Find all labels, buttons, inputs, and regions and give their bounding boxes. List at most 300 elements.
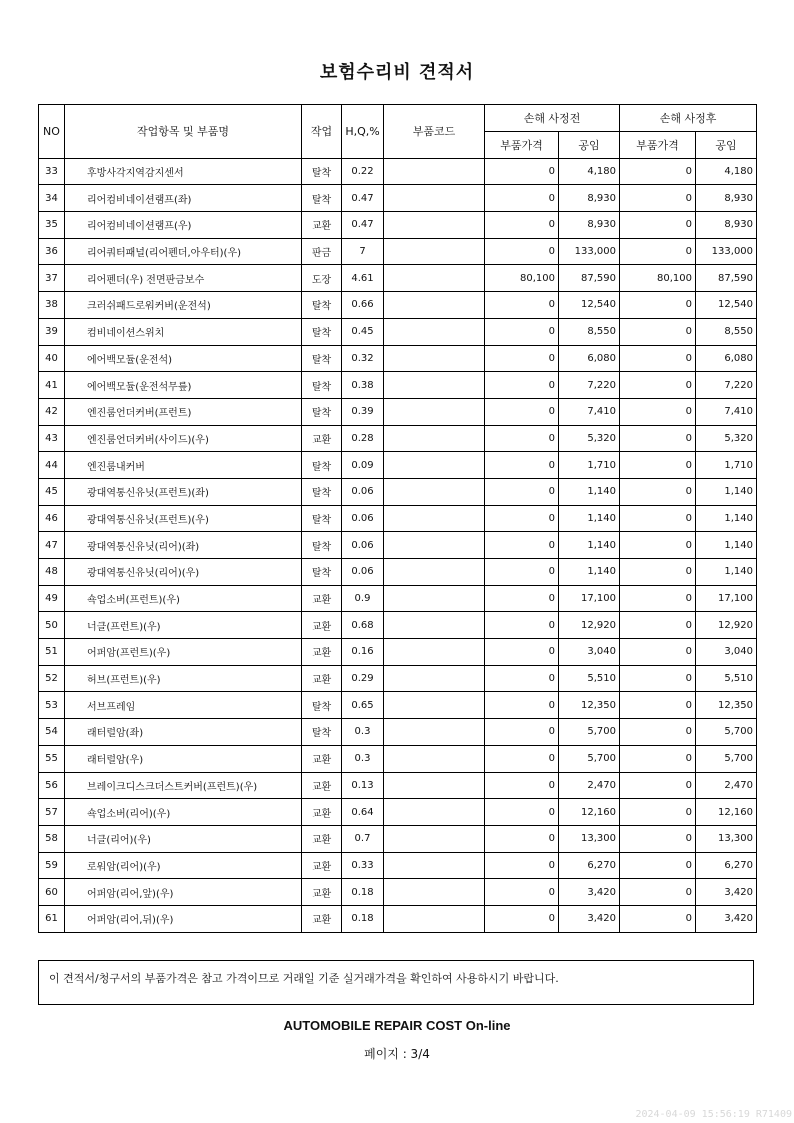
row-after-part-price: 0 [620, 505, 696, 532]
row-before-labor: 7,410 [559, 398, 620, 425]
row-work-type: 탈착 [302, 452, 342, 479]
row-item-name: 로워암(리어)(우) [65, 852, 302, 879]
row-hq: 0.18 [342, 905, 384, 932]
row-part-code [384, 452, 485, 479]
row-part-code [384, 185, 485, 212]
table-header [39, 105, 757, 159]
row-work-type: 탈착 [302, 559, 342, 586]
row-before-labor: 12,160 [559, 799, 620, 826]
row-work-type: 탈착 [302, 372, 342, 399]
page-number: 페이지 : 3/4 [364, 1047, 430, 1061]
header-no: NO [39, 105, 65, 159]
row-hq: 0.06 [342, 505, 384, 532]
row-before-labor: 8,930 [559, 212, 620, 239]
row-before-labor: 1,140 [559, 532, 620, 559]
row-part-code [384, 532, 485, 559]
row-item-name: 리어컴비네이션램프(좌) [65, 185, 302, 212]
row-before-labor: 5,510 [559, 665, 620, 692]
row-before-part-price: 0 [485, 372, 559, 399]
row-after-labor: 5,510 [696, 665, 757, 692]
row-after-labor: 8,930 [696, 212, 757, 239]
row-after-part-price: 0 [620, 692, 696, 719]
row-hq: 0.28 [342, 425, 384, 452]
row-after-labor: 1,140 [696, 559, 757, 586]
table-body [39, 158, 757, 932]
row-part-code [384, 559, 485, 586]
row-hq: 0.9 [342, 585, 384, 612]
row-part-code [384, 505, 485, 532]
row-item-name: 어퍼암(프런트)(우) [65, 639, 302, 666]
document-title: 보험수리비 견적서 [319, 62, 475, 83]
row-hq: 0.06 [342, 532, 384, 559]
row-hq: 0.06 [342, 559, 384, 586]
row-work-type: 탈착 [302, 398, 342, 425]
table-row [39, 719, 757, 746]
row-before-labor: 1,710 [559, 452, 620, 479]
row-after-labor: 2,470 [696, 772, 757, 799]
row-before-part-price: 0 [485, 158, 559, 185]
row-before-labor: 5,320 [559, 425, 620, 452]
row-work-type: 교환 [302, 772, 342, 799]
table-row [39, 532, 757, 559]
row-after-labor: 1,140 [696, 505, 757, 532]
row-item-name: 광대역통신유닛(프런트)(우) [65, 505, 302, 532]
row-before-part-price: 0 [485, 745, 559, 772]
header-after-adjustment: 손해 사정후 [620, 105, 757, 132]
row-before-labor: 3,420 [559, 879, 620, 906]
row-part-code [384, 478, 485, 505]
row-part-code [384, 372, 485, 399]
row-after-labor: 7,220 [696, 372, 757, 399]
row-after-part-price: 0 [620, 532, 696, 559]
row-part-code [384, 265, 485, 292]
table-row [39, 345, 757, 372]
row-work-type: 교환 [302, 799, 342, 826]
row-work-type: 탈착 [302, 692, 342, 719]
row-after-part-price: 0 [620, 799, 696, 826]
table-row [39, 639, 757, 666]
row-before-part-price: 0 [485, 719, 559, 746]
row-hq: 0.29 [342, 665, 384, 692]
row-work-type: 탈착 [302, 185, 342, 212]
row-after-labor: 4,180 [696, 158, 757, 185]
table-row [39, 318, 757, 345]
row-work-type: 교환 [302, 425, 342, 452]
row-no: 48 [39, 559, 65, 586]
row-hq: 0.13 [342, 772, 384, 799]
row-no: 38 [39, 292, 65, 319]
row-hq: 0.65 [342, 692, 384, 719]
row-before-labor: 5,700 [559, 745, 620, 772]
row-after-part-price: 0 [620, 719, 696, 746]
row-after-labor: 12,540 [696, 292, 757, 319]
row-before-labor: 3,040 [559, 639, 620, 666]
row-item-name: 어퍼암(리어,앞)(우) [65, 879, 302, 906]
table-row [39, 905, 757, 932]
row-after-labor: 1,140 [696, 532, 757, 559]
row-item-name: 후방사각지역감지센서 [65, 158, 302, 185]
row-item-name: 광대역통신유닛(프런트)(좌) [65, 478, 302, 505]
row-hq: 0.64 [342, 799, 384, 826]
row-no: 47 [39, 532, 65, 559]
row-item-name: 광대역통신유닛(리어)(좌) [65, 532, 302, 559]
row-work-type: 탈착 [302, 292, 342, 319]
row-part-code [384, 318, 485, 345]
row-before-part-price: 0 [485, 612, 559, 639]
row-hq: 0.38 [342, 372, 384, 399]
table-row [39, 692, 757, 719]
row-after-part-price: 0 [620, 852, 696, 879]
row-part-code [384, 398, 485, 425]
row-item-name: 컴비네이션스위치 [65, 318, 302, 345]
row-hq: 0.22 [342, 158, 384, 185]
row-before-part-price: 0 [485, 425, 559, 452]
row-no: 55 [39, 745, 65, 772]
row-after-part-price: 0 [620, 158, 696, 185]
row-before-part-price: 0 [485, 559, 559, 586]
row-no: 37 [39, 265, 65, 292]
table-row [39, 745, 757, 772]
row-item-name: 너클(리어)(우) [65, 825, 302, 852]
row-after-labor: 5,700 [696, 719, 757, 746]
row-before-labor: 8,550 [559, 318, 620, 345]
row-before-part-price: 0 [485, 905, 559, 932]
row-after-labor: 1,140 [696, 478, 757, 505]
row-before-part-price: 0 [485, 505, 559, 532]
row-item-name: 에어백모듈(운전석) [65, 345, 302, 372]
row-no: 54 [39, 719, 65, 746]
row-part-code [384, 212, 485, 239]
row-work-type: 교환 [302, 905, 342, 932]
header-item: 작업항목 및 부품명 [65, 105, 302, 159]
row-no: 39 [39, 318, 65, 345]
row-no: 35 [39, 212, 65, 239]
row-item-name: 허브(프런트)(우) [65, 665, 302, 692]
row-hq: 0.47 [342, 185, 384, 212]
row-before-part-price: 0 [485, 639, 559, 666]
row-after-labor: 12,920 [696, 612, 757, 639]
row-before-labor: 3,420 [559, 905, 620, 932]
table-row [39, 772, 757, 799]
row-hq: 0.33 [342, 852, 384, 879]
table-row [39, 478, 757, 505]
row-hq: 0.16 [342, 639, 384, 666]
row-item-name: 어퍼암(리어,뒤)(우) [65, 905, 302, 932]
table-row [39, 372, 757, 399]
header-before-part-price: 부품가격 [485, 132, 559, 159]
row-item-name: 엔진룸언더커버(사이드)(우) [65, 425, 302, 452]
row-hq: 0.45 [342, 318, 384, 345]
table-row [39, 505, 757, 532]
row-after-part-price: 0 [620, 292, 696, 319]
row-item-name: 엔진룸내커버 [65, 452, 302, 479]
row-after-part-price: 0 [620, 612, 696, 639]
row-before-labor: 133,000 [559, 238, 620, 265]
row-hq: 0.7 [342, 825, 384, 852]
row-before-labor: 12,920 [559, 612, 620, 639]
row-item-name: 래터럴암(좌) [65, 719, 302, 746]
row-item-name: 크러쉬패드로워커버(운전석) [65, 292, 302, 319]
row-item-name: 쇽업소버(프런트)(우) [65, 585, 302, 612]
row-part-code [384, 799, 485, 826]
table-row [39, 612, 757, 639]
row-part-code [384, 879, 485, 906]
row-before-labor: 1,140 [559, 559, 620, 586]
row-part-code [384, 425, 485, 452]
table-row [39, 665, 757, 692]
row-work-type: 교환 [302, 879, 342, 906]
row-before-labor: 12,540 [559, 292, 620, 319]
row-before-part-price: 0 [485, 478, 559, 505]
row-no: 34 [39, 185, 65, 212]
row-after-part-price: 0 [620, 398, 696, 425]
row-before-part-price: 0 [485, 238, 559, 265]
row-no: 57 [39, 799, 65, 826]
row-part-code [384, 585, 485, 612]
row-after-part-price: 0 [620, 372, 696, 399]
row-item-name: 리어펜더(우) 전면판금보수 [65, 265, 302, 292]
row-after-part-price: 0 [620, 825, 696, 852]
row-after-labor: 3,420 [696, 879, 757, 906]
row-before-part-price: 0 [485, 585, 559, 612]
row-no: 46 [39, 505, 65, 532]
row-after-labor: 17,100 [696, 585, 757, 612]
row-work-type: 교환 [302, 825, 342, 852]
row-before-labor: 4,180 [559, 158, 620, 185]
footer-brand: AUTOMOBILE REPAIR COST On-line [283, 1018, 511, 1033]
row-part-code [384, 345, 485, 372]
row-before-labor: 6,080 [559, 345, 620, 372]
table-row [39, 185, 757, 212]
row-before-labor: 7,220 [559, 372, 620, 399]
table-row [39, 212, 757, 239]
row-item-name: 래터럴암(우) [65, 745, 302, 772]
row-after-part-price: 0 [620, 238, 696, 265]
table-row [39, 879, 757, 906]
row-work-type: 탈착 [302, 505, 342, 532]
row-before-part-price: 0 [485, 799, 559, 826]
row-no: 36 [39, 238, 65, 265]
row-work-type: 탈착 [302, 158, 342, 185]
row-work-type: 교환 [302, 639, 342, 666]
row-part-code [384, 612, 485, 639]
row-item-name: 브레이크디스크더스트커버(프런트)(우) [65, 772, 302, 799]
row-before-part-price: 0 [485, 532, 559, 559]
row-before-labor: 8,930 [559, 185, 620, 212]
row-after-labor: 12,350 [696, 692, 757, 719]
row-before-part-price: 0 [485, 852, 559, 879]
row-after-part-price: 0 [620, 425, 696, 452]
row-after-part-price: 0 [620, 452, 696, 479]
price-notice: 이 견적서/청구서의 부품가격은 참고 가격이므로 거래일 기준 실거래가격을 확인하여 사용하시기 바랍니다. [38, 960, 754, 1005]
row-part-code [384, 692, 485, 719]
table-row [39, 799, 757, 826]
print-timestamp: 2024-04-09 15:56:19 R71409 [635, 1109, 792, 1120]
row-work-type: 도장 [302, 265, 342, 292]
row-after-labor: 3,040 [696, 639, 757, 666]
row-after-part-price: 0 [620, 772, 696, 799]
row-work-type: 교환 [302, 585, 342, 612]
row-before-labor: 6,270 [559, 852, 620, 879]
row-no: 59 [39, 852, 65, 879]
row-before-part-price: 0 [485, 398, 559, 425]
row-after-labor: 12,160 [696, 799, 757, 826]
row-work-type: 탈착 [302, 478, 342, 505]
header-before-labor: 공임 [559, 132, 620, 159]
row-no: 53 [39, 692, 65, 719]
row-item-name: 광대역통신유닛(리어)(우) [65, 559, 302, 586]
row-work-type: 교환 [302, 612, 342, 639]
row-before-labor: 1,140 [559, 505, 620, 532]
row-after-labor: 87,590 [696, 265, 757, 292]
row-after-labor: 6,080 [696, 345, 757, 372]
row-before-labor: 12,350 [559, 692, 620, 719]
row-no: 49 [39, 585, 65, 612]
row-work-type: 탈착 [302, 719, 342, 746]
row-work-type: 교환 [302, 212, 342, 239]
row-before-part-price: 0 [485, 692, 559, 719]
row-after-part-price: 0 [620, 879, 696, 906]
row-part-code [384, 745, 485, 772]
row-after-part-price: 0 [620, 318, 696, 345]
row-item-name: 리어컴비네이션램프(우) [65, 212, 302, 239]
row-part-code [384, 158, 485, 185]
header-before-adjustment: 손해 사정전 [485, 105, 620, 132]
row-work-type: 판금 [302, 238, 342, 265]
row-hq: 0.09 [342, 452, 384, 479]
row-before-part-price: 0 [485, 825, 559, 852]
row-after-labor: 5,320 [696, 425, 757, 452]
row-after-part-price: 0 [620, 639, 696, 666]
table-row [39, 158, 757, 185]
row-before-labor: 2,470 [559, 772, 620, 799]
row-no: 58 [39, 825, 65, 852]
row-part-code [384, 772, 485, 799]
row-after-part-price: 0 [620, 665, 696, 692]
row-before-part-price: 0 [485, 665, 559, 692]
row-part-code [384, 665, 485, 692]
row-part-code [384, 905, 485, 932]
row-no: 52 [39, 665, 65, 692]
row-item-name: 에어백모듈(운전석무릎) [65, 372, 302, 399]
table-row [39, 238, 757, 265]
row-work-type: 교환 [302, 745, 342, 772]
row-no: 42 [39, 398, 65, 425]
row-hq: 4.61 [342, 265, 384, 292]
row-after-labor: 13,300 [696, 825, 757, 852]
row-before-part-price: 0 [485, 318, 559, 345]
row-hq: 0.06 [342, 478, 384, 505]
row-part-code [384, 825, 485, 852]
row-after-part-price: 0 [620, 478, 696, 505]
row-before-labor: 13,300 [559, 825, 620, 852]
row-hq: 0.32 [342, 345, 384, 372]
table-row [39, 852, 757, 879]
table-row [39, 825, 757, 852]
header-hq: H,Q,% [342, 105, 384, 159]
row-work-type: 탈착 [302, 532, 342, 559]
row-after-labor: 6,270 [696, 852, 757, 879]
row-hq: 0.68 [342, 612, 384, 639]
row-work-type: 탈착 [302, 345, 342, 372]
row-before-part-price: 0 [485, 345, 559, 372]
row-after-labor: 1,710 [696, 452, 757, 479]
row-hq: 0.18 [342, 879, 384, 906]
row-part-code [384, 639, 485, 666]
table-row [39, 559, 757, 586]
row-before-labor: 17,100 [559, 585, 620, 612]
row-after-part-price: 0 [620, 212, 696, 239]
row-before-labor: 1,140 [559, 478, 620, 505]
row-hq: 0.3 [342, 719, 384, 746]
table-row [39, 452, 757, 479]
row-before-part-price: 0 [485, 185, 559, 212]
row-no: 45 [39, 478, 65, 505]
row-after-labor: 133,000 [696, 238, 757, 265]
row-before-part-price: 0 [485, 772, 559, 799]
row-no: 60 [39, 879, 65, 906]
row-item-name: 너클(프런트)(우) [65, 612, 302, 639]
row-after-part-price: 0 [620, 745, 696, 772]
row-before-labor: 5,700 [559, 719, 620, 746]
row-item-name: 리어쿼터패널(리어펜더,아우터)(우) [65, 238, 302, 265]
header-after-labor: 공임 [696, 132, 757, 159]
row-no: 40 [39, 345, 65, 372]
table-row [39, 585, 757, 612]
table-row [39, 292, 757, 319]
row-no: 41 [39, 372, 65, 399]
header-work: 작업 [302, 105, 342, 159]
row-after-part-price: 0 [620, 185, 696, 212]
row-no: 51 [39, 639, 65, 666]
row-after-labor: 3,420 [696, 905, 757, 932]
table-row [39, 265, 757, 292]
header-part-code: 부품코드 [384, 105, 485, 159]
row-before-part-price: 0 [485, 212, 559, 239]
row-no: 61 [39, 905, 65, 932]
row-work-type: 교환 [302, 852, 342, 879]
row-after-part-price: 0 [620, 559, 696, 586]
row-after-labor: 5,700 [696, 745, 757, 772]
row-no: 56 [39, 772, 65, 799]
row-hq: 0.66 [342, 292, 384, 319]
table-row [39, 425, 757, 452]
row-before-part-price: 0 [485, 292, 559, 319]
row-work-type: 교환 [302, 665, 342, 692]
row-after-part-price: 0 [620, 585, 696, 612]
table-row [39, 398, 757, 425]
row-hq: 0.47 [342, 212, 384, 239]
row-before-part-price: 0 [485, 452, 559, 479]
row-item-name: 서브프레임 [65, 692, 302, 719]
estimate-table [38, 104, 757, 933]
row-after-labor: 8,930 [696, 185, 757, 212]
row-hq: 0.3 [342, 745, 384, 772]
row-hq: 7 [342, 238, 384, 265]
row-part-code [384, 292, 485, 319]
row-after-part-price: 0 [620, 905, 696, 932]
row-no: 33 [39, 158, 65, 185]
row-hq: 0.39 [342, 398, 384, 425]
row-part-code [384, 238, 485, 265]
row-item-name: 쇽업소버(리어)(우) [65, 799, 302, 826]
row-after-part-price: 80,100 [620, 265, 696, 292]
row-no: 44 [39, 452, 65, 479]
row-no: 50 [39, 612, 65, 639]
row-item-name: 엔진룸언더커버(프런트) [65, 398, 302, 425]
row-before-labor: 87,590 [559, 265, 620, 292]
row-work-type: 탈착 [302, 318, 342, 345]
